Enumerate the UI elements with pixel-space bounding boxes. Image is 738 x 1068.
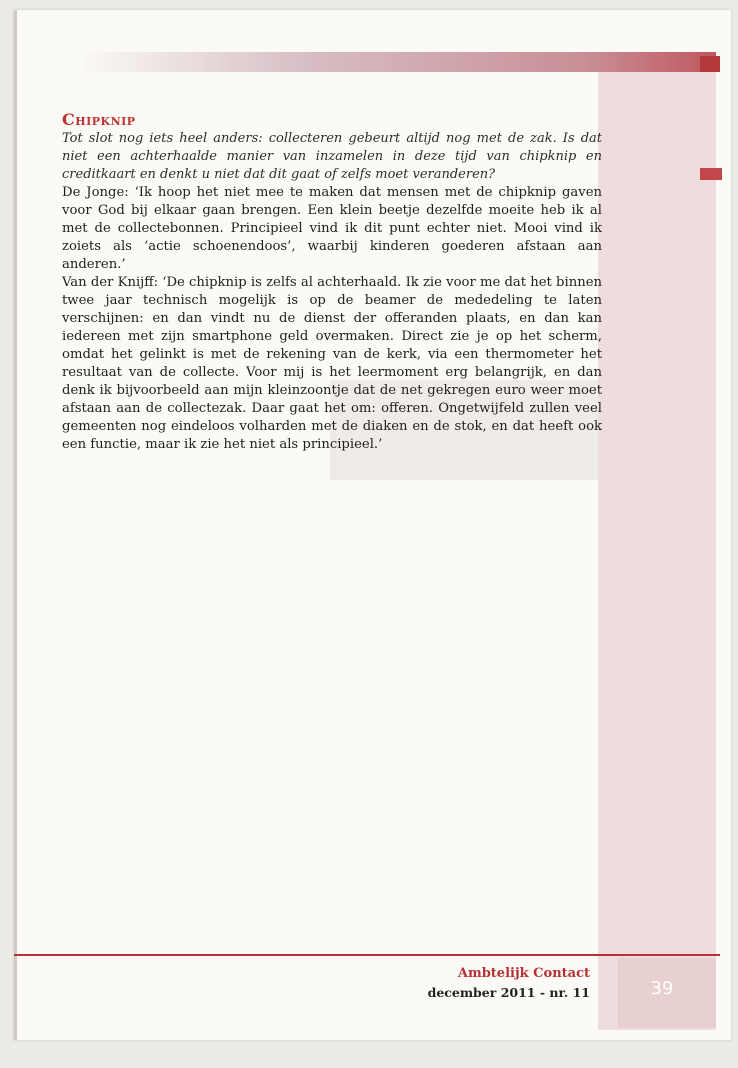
interview-question: Tot slot nog iets heel anders: collecteren gebeurt altijd nog met de zak. Is dat niet een achterhaalde manier van inzamelen in deze tijd van chipknip en creditkaart en denkt u niet dat dit gaat of zelfs moet veranderen?: [62, 131, 602, 182]
issue-date: december 2011 - nr. 11: [427, 985, 590, 1000]
footer-rule: [14, 954, 720, 956]
page-number: 39: [650, 978, 674, 999]
article: [62, 110, 602, 454]
top-decorative-band: [80, 52, 716, 72]
answer-de-jonge: De Jonge: ‘Ik hoop het niet mee te maken dat mensen met de chipknip gaven voor God bij elkaar gaan brengen. Een klein beetje dezelfde moeite heb ik al met de collectebonnen. Principieel vind ik dit punt echter niet. Mooi vind ik zoiets als ‘actie schoenendoos’, waarbij kinderen goederen afstaan aan anderen.’: [62, 185, 602, 272]
side-tab-marker: [700, 168, 722, 180]
section-heading: Chipknip: [62, 110, 136, 129]
footer-publication: [428, 964, 590, 1002]
answer-van-der-knijff: Van der Knijff: ‘De chipknip is zelfs al achterhaald. Ik zie voor me dat het binnen twee jaar technisch mogelijk is op de beamer de mededeling te laten verschijnen: en dan vindt nu de dienst der offeranden plaats, en dan kan iedereen met zijn smartphone geld overmaken. Direct zie je op het scherm, omdat het gelinkt is met de rekening van de kerk, via een thermometer het resultaat van de collecte. Voor mij is het leermoment erg belangrijk, en dan denk ik bijvoorbeeld aan mijn kleinzoontje dat de net gekregen euro weer moet afstaan aan de collectezak. Daar gaat het om: offeren. Ongetwijfeld zullen veel gemeenten nog eindeloos volharden met de diaken en de stok, en dat heeft ook een functie, maar ik zie het niet als principieel.’: [62, 275, 602, 452]
side-panel: [598, 72, 716, 1030]
top-band-accent: [700, 56, 720, 72]
publication-name: Ambtelijk Contact: [457, 966, 590, 981]
